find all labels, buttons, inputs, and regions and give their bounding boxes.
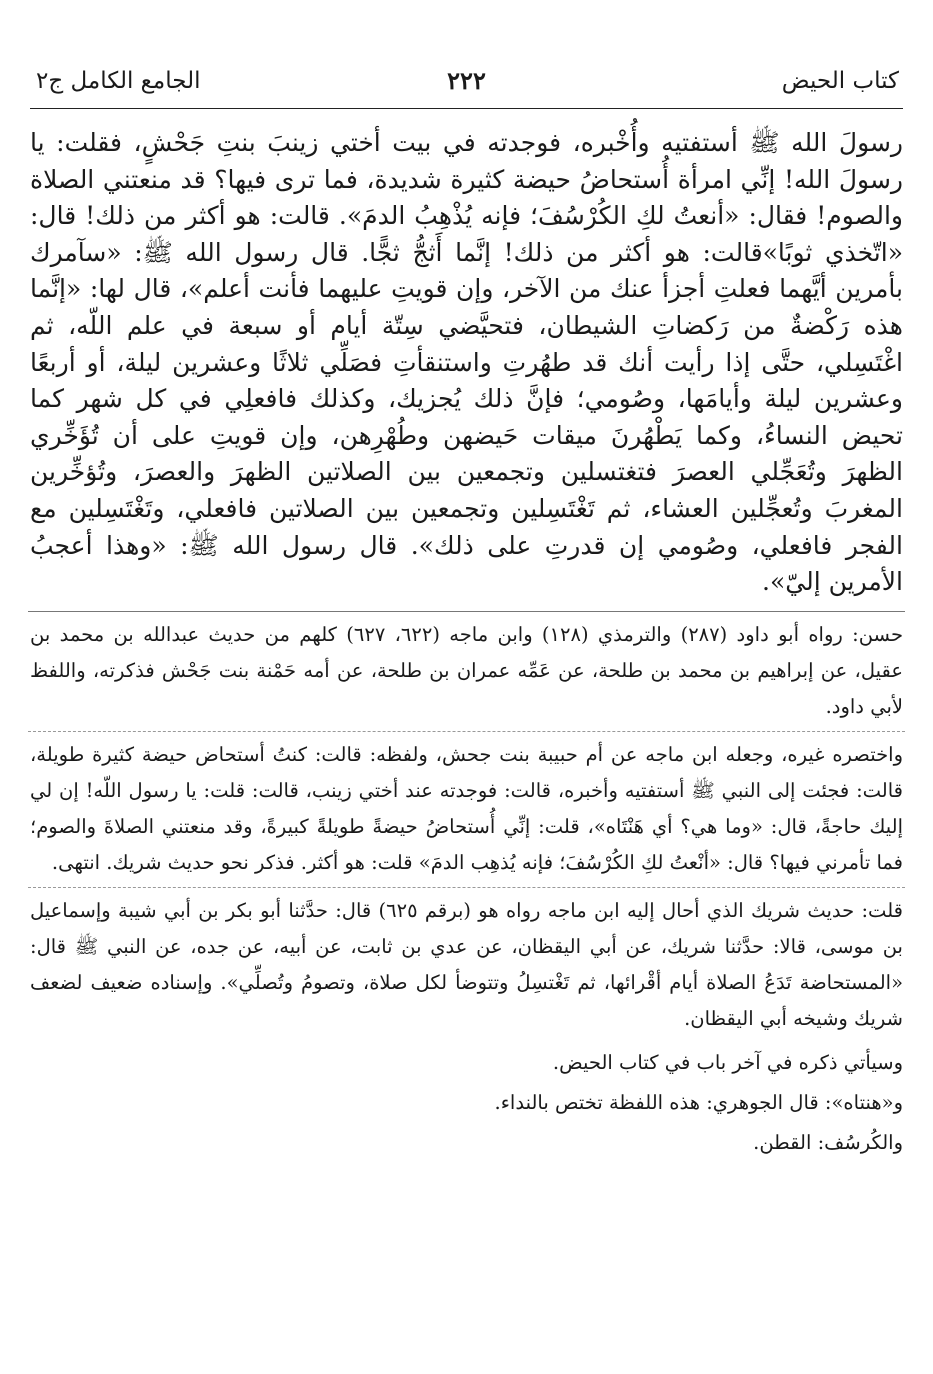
page-header — [30, 60, 903, 109]
footnote-grading: حسن: رواه أبو داود (٢٨٧) والترمذي (١٢٨) وابن ماجه (٦٢٢، ٦٢٧) كلهم من حديث عبدالله بن محمد بن عقيل، عن إبراهيم بن محمد بن طلحة، عن عَمِّه عمران بن طلحة، عن أمه حَمْنة بنت جَحْش فذكرته، واللفظ لأبي داود. — [30, 611, 903, 731]
footnote-abbreviated-version: واختصره غيره، وجعله ابن ماجه عن أم حبيبة بنت جحش، ولفظه: قالت: كنتُ أستحاض حيضة كثيرة طويلة، قالت: فجئت إلى النبي ﷺ أستفتيه وأخبره، قالت: فوجدته عند أختي زينب، قالت: قلت: يا رسول اللّه! إن لي إليك حاجةً، قال: «وما هي؟ أي هَنْتَاه»، قلت: إنِّي أُستحاضُ حيضةً طويلةً كبيرةً، وقد منعتني الصلاةَ والصوم؛ فما تأمرني فيها؟ قال: «أنْعتُ لكِ الكُرْسُفَ؛ فإنه يُذهِب الدمَ» قلت: هو أكثر. فذكر نحو حديث شريك. انتهى. — [30, 731, 903, 887]
footnote-sharik-hadith: قلت: حديث شريك الذي أحال إليه ابن ماجه رواه هو (برقم ٦٢٥) قال: حدَّثنا أبو بكر بن أبي شيبة وإسماعيل بن موسى، قالا: حدَّثنا شريك، عن أبي اليقظان، عن عدي بن ثابت، عن أبيه، عن جده، عن النبي ﷺ قال: «المستحاضة تَدَعُ الصلاة أيام أقْرائها، ثم تَغْتسِلُ وتتوضأ لكل صلاة، وتصومُ وتُصلِّي». وإسناده ضعيف لضعف شريك وشيخه أبي اليقظان. — [30, 887, 903, 1043]
book-page — [30, 60, 903, 1163]
footnotes — [30, 611, 903, 1163]
footnote-hantah-definition: و«هنتاه»: قال الجوهري: هذه اللفظة تختص بالنداء. — [494, 1090, 903, 1114]
footnote-kursuf-definition: والكُرسُف: القطن. — [753, 1130, 903, 1154]
hadith-text: رسولَ الله ﷺ أستفتيه وأُخْبره، فوجدته في بيت أختي زينبَ بنتِ جَحْشٍ، فقلت: يا رسولَ الله! إنِّي امرأة أُستحاضُ حيضة كثيرة شديدة، فما ترى فيها؟ قد منعتني الصلاة والصوم! فقال: «أنعتُ لكِ الكُرْسُفَ؛ فإنه يُذْهِبُ الدمَ». قالت: هو أكثر من ذلك! قال: «اتّخذي ثوبًا»قالت: هو أكثر من ذلك! إنَّما أَثجُّ ثجًّا. قال رسول الله ﷺ: «سآمرك بأمرين أيَّهما فعلتِ أجزأ عنك من الآخر، وإن قويتِ عليهما فأنت أعلم»، قال لها: «إنَّما هذه رَكْضةٌ من رَكضاتِ الشيطان، فتحيَّضي سِتّة أيام أو سبعة في علم اللّه، ثم اغْتَسِلي، حتَّى إذا رأيت أنك قد طهُرتِ واستنقأتِ فصَلِّي ثلاثًا وعشرين ليلة، أو أربعًا وعشرين ليلة وأيامَها، وصُومي؛ فإنَّ ذلك يُجزيك، وكذلك فافعلِي في كل شهر كما تحيض النساءُ، وكما يَطْهُرنَ ميقات حَيضهن وطُهْرِهن، وإن قويتِ على أن تُؤَخِّري الظهرَ وتُعَجِّلي العصرَ فتغتسلين وتجمعين بين الصلاتين الظهرَ والعصرَ، وتُؤخِّرين المغربَ وتُعجِّلين العشاء، ثم تَغْتَسِلين وتجمعين بين الصلاتين فافعلي، وتَغْتَسِلين مع الفجر فافعلي، وصُومي إن قدرتِ على ذلك». قال رسول الله ﷺ: «وهذا أعجبُ الأمرين إليّ». — [30, 128, 903, 597]
chapter-title: كتاب الحيض — [781, 68, 899, 94]
page-number: ٢٢٢ — [447, 66, 486, 95]
book-title: الجامع الكامل ج٢ — [36, 68, 201, 94]
footnote-reference-later: وسيأتي ذكره في آخر باب في كتاب الحيض. — [552, 1050, 903, 1074]
